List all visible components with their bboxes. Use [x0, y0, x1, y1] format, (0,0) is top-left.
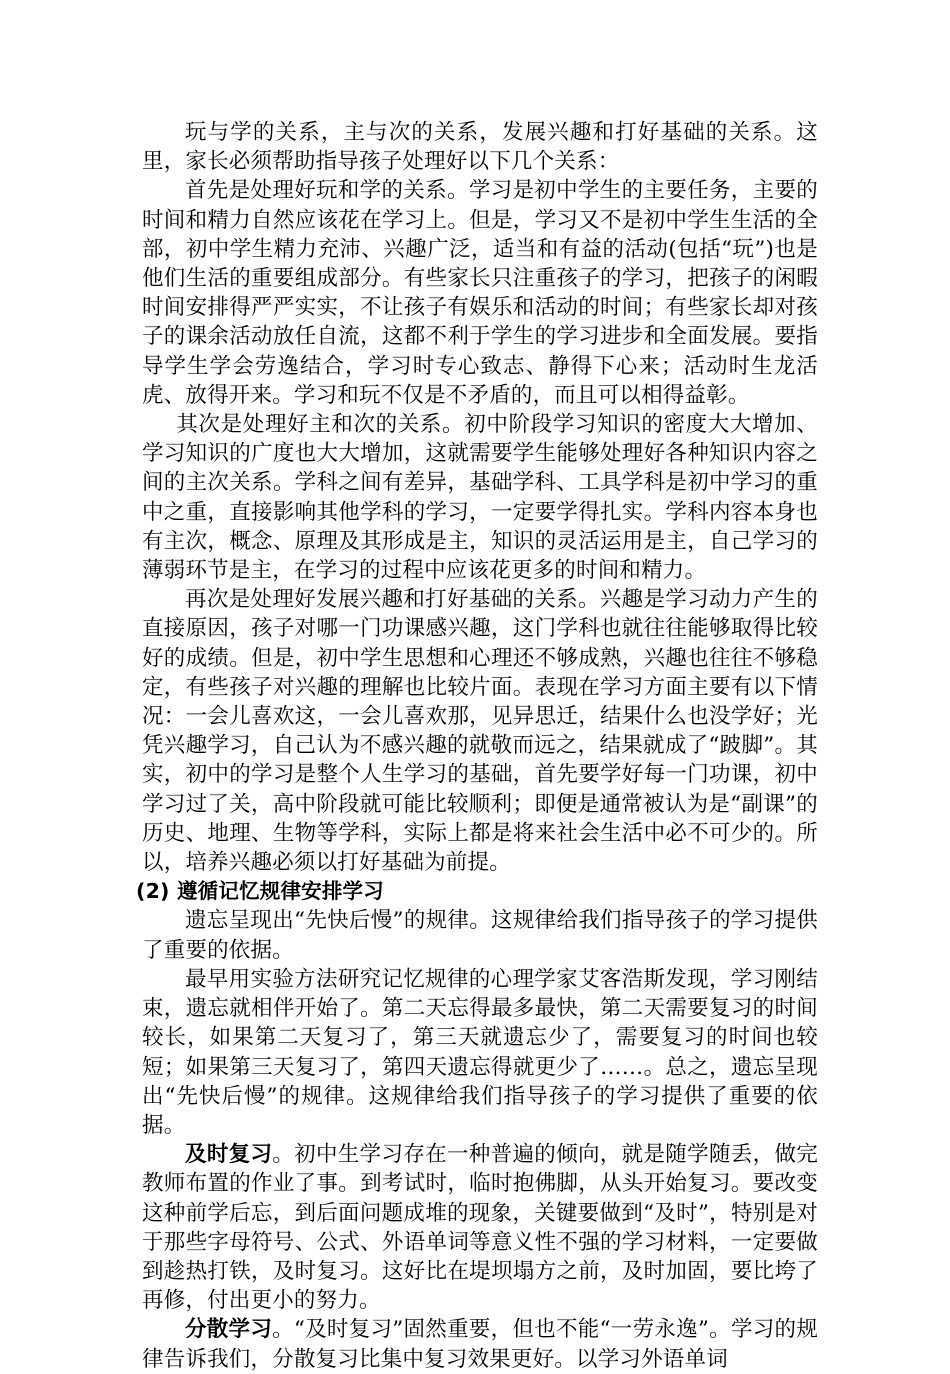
paragraph-intro: 玩与学的关系，主与次的关系，发展兴趣和打好基础的关系。这里，家长必须帮助指导孩子处理好以下几个关系： [142, 120, 818, 175]
term-distributed-study: 分散学习 [185, 1317, 273, 1343]
paragraph-distributed-study-text: 。“及时复习”固然重要，但也不能“一劳永逸”。学习的规律告诉我们，分散复习比集中复习效果更好。以学习外语单词 [142, 1317, 818, 1372]
paragraph-timely-review [142, 1140, 818, 1315]
paragraph-interest-foundation: 再次是处理好发展兴趣和打好基础的关系。兴趣是学习动力产生的直接原因，孩子对哪一门功课感兴趣，这门学科也就往往能够取得比较好的成绩。但是，初中学生思想和心理还不够成熟，兴趣也往往不够稳定，有些孩子对兴趣的理解也比较片面。表现在学习方面主要有以下情况：一会儿喜欢这，一会儿喜欢那，见异思迁，结果什么也没学好；光凭兴趣学习，自己认为不感兴趣的就敬而远之，结果就成了“跛脚”。其实，初中的学习是整个人生学习的基础，首先要学好每一门功课，初中学习过了关，高中阶段就可能比较顺利；即便是通常被认为是“副课”的历史、地理、生物等学科，实际上都是将来社会生活中必不可少的。所以，培养兴趣必须以打好基础为前提。 [142, 587, 818, 876]
document-page [136, 118, 818, 1374]
paragraph-primary-secondary: 其次是处理好主和次的关系。初中阶段学习知识的密度大大增加、学习知识的广度也大大增加，这就需要学生能够处理好各种知识内容之间的主次关系。学科之间有差异，基础学科、工具学科是初中学习的重中之重，直接影响其他学科的学习，一定要学得扎实。学科内容本身也有主次，概念、原理及其形成是主，知识的灵活运用是主，自己学习的薄弱环节是主，在学习的过程中应该花更多的时间和精力。 [142, 412, 818, 584]
term-timely-review: 及时复习 [185, 1142, 273, 1168]
paragraph-distributed-study [142, 1315, 818, 1373]
section-heading-memory: (2) 遵循记忆规律安排学习 [136, 879, 384, 904]
paragraph-play-and-study: 首先是处理好玩和学的关系。学习是初中学生的主要任务，主要的时间和精力自然应该花在学习上。但是，学习又不是初中学生生活的全部，初中学生精力充沛、兴趣广泛，适当和有益的活动(包括“玩”)也是他们生活的重要组成部分。有些家长只注重孩子的学习，把孩子的闲暇时间安排得严严实实，不让孩子有娱乐和活动的时间；有些家长却对孩子的课余活动放任自流，这都不利于学生的学习进步和全面发展。要指导学生学会劳逸结合，学习时专心致志、静得下心来；活动时生龙活虎、放得开来。学习和玩不仅是不矛盾的，而且可以相得益彰。 [142, 178, 818, 408]
paragraph-ebbinghaus: 最早用实验方法研究记忆规律的心理学家艾客浩斯发现，学习刚结束，遗忘就相伴开始了。第二天忘得最多最快，第二天需要复习的时间较长，如果第二天复习了，第三天就遗忘少了，需要复习的时间也较短；如果第三天复习了，第四天遗忘得就更少了……。总之，遗忘呈现出“先快后慢”的规律。这规律给我们指导孩子的学习提供了重要的依据。 [142, 966, 818, 1138]
paragraph-timely-review-text: 。初中生学习存在一种普遍的倾向，就是随学随丢，做完教师布置的作业了事。到考试时，临时抱佛脚，从头开始复习。要改变这种前学后忘，到后面问题成堆的现象，关键要做到“及时”，特别是对于那些字母符号、公式、外语单词等意义性不强的学习材料，一定要做到趁热打铁，及时复习。这好比在堤坝塌方之前，及时加固，要比垮了再修，付出更小的努力。 [142, 1142, 818, 1314]
paragraph-forgetting-rule: 遗忘呈现出“先快后慢”的规律。这规律给我们指导孩子的学习提供了重要的依据。 [142, 908, 818, 963]
